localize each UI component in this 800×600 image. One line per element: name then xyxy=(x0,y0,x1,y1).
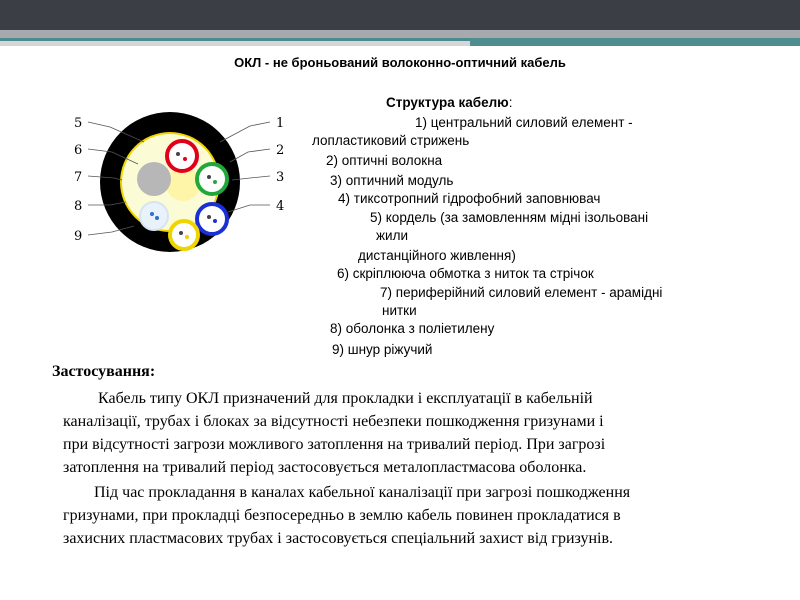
cable-cross-section-diagram xyxy=(70,102,310,262)
module-blue xyxy=(197,204,227,234)
structure-line-7b: нитки xyxy=(382,303,417,318)
label-1: 1 xyxy=(276,116,285,131)
structure-line-2: 2) оптичні волокна xyxy=(326,153,443,168)
structure-line-5: 5) кордель (за замовленням мідні ізольовані xyxy=(370,210,649,225)
label-9: 9 xyxy=(74,229,83,244)
module-white xyxy=(140,202,168,230)
application-para1-line2: каналізації, трубах і блоках за відсутності небезпеки пошкодження гризунами і xyxy=(63,413,604,430)
structure-line-1: 1) центральний силовий елемент - xyxy=(415,115,633,130)
module-red xyxy=(167,141,197,171)
label-4: 4 xyxy=(276,199,285,214)
slide-title: ОКЛ - не броньований волоконно-оптичний кабель xyxy=(234,55,566,70)
application-para2-line3: захисних пластмасових трубах і застосовується спеціальний захист від гризунів. xyxy=(63,530,614,547)
label-2: 2 xyxy=(276,143,285,158)
application-para2-line2: гризунами, при прокладці безпосередньо в землю кабель повинен прокладатися в xyxy=(63,507,621,524)
header-band-light xyxy=(0,41,470,46)
application-para1-line3: при відсутності загрози можливого затоплення на тривалий період. При загрозі xyxy=(63,436,606,453)
structure-line-3: 3) оптичний модуль xyxy=(330,173,454,188)
module-green xyxy=(197,164,227,194)
structure-line-5b: жили xyxy=(376,228,408,243)
module-yellow xyxy=(170,221,198,249)
header-band-teal-right xyxy=(470,38,800,46)
label-3: 3 xyxy=(276,170,285,185)
label-6: 6 xyxy=(74,143,83,158)
label-5: 5 xyxy=(74,116,83,131)
header-band-dark xyxy=(0,0,800,30)
structure-line-5c: дистанційного живлення) xyxy=(358,248,516,263)
application-para2-line1: Під час прокладання в каналах кабельної каналізації при загрозі пошкодження xyxy=(94,484,631,501)
application-heading: Застосування: xyxy=(52,363,156,380)
structure-line-4: 4) тиксотропний гідрофобний заповнювач xyxy=(338,191,601,206)
structure-line-1b: лопластиковий стрижень xyxy=(312,133,470,148)
structure-line-7: 7) периферійний силовий елемент - арамідні xyxy=(380,285,663,300)
application-para1-line1: Кабель типу ОКЛ призначений для прокладки і експлуатації в кабельній xyxy=(98,390,593,407)
structure-heading: Структура кабелю: xyxy=(386,95,513,110)
label-8: 8 xyxy=(74,199,83,214)
application-para1-line4: затоплення на тривалий період застосовується металопластмасова оболонка. xyxy=(63,459,587,476)
structure-line-8: 8) оболонка з поліетилену xyxy=(330,321,495,336)
structure-line-6: 6) скріплююча обмотка з ниток та стрічок xyxy=(337,266,594,281)
cord-element xyxy=(137,162,171,196)
label-7: 7 xyxy=(74,170,83,185)
structure-line-9: 9) шнур ріжучий xyxy=(332,342,433,357)
